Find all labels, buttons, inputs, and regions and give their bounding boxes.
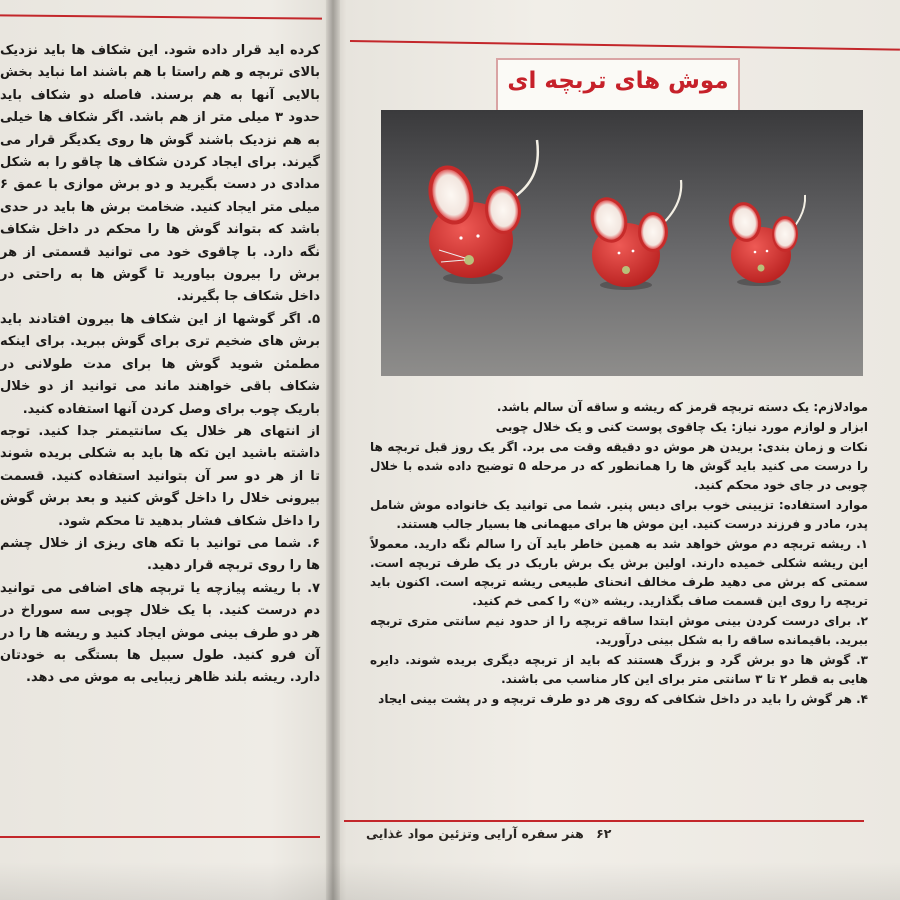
bottom-rule — [0, 836, 320, 838]
page-number: ۶۲ — [596, 826, 612, 841]
paragraph: نکات و زمان بندی: بریدن هر موش دو دقیقه وقت می برد. اگر یک روز قبل تربچه ها را درست می کنید باید گوش ها را همانطور که در مرحله ۵ توضیح داده شده با خلال چوبی در جای خود محکم کنید. — [370, 440, 868, 492]
radish-mice-photo — [381, 110, 863, 376]
left-text-column — [0, 40, 320, 690]
page-title: موش های تربچه ای — [507, 68, 729, 94]
paragraph: ۵. اگر گوشها از این شکاف ها بیرون افتادند باید برش های ضخیم تری برای گوش ببرید. برای اینکه مطمئن شوید گوش ها برای مدت طولانی در شکاف باقی خواهند ماند می توانید از دو خلال باریک چوب برای وصل کردن آنها استفاده کنید. — [0, 311, 320, 417]
paragraph: ۶. شما می توانید با تکه های ریزی از خلال چشم ها را روی تربچه قرار دهید. — [0, 535, 320, 574]
book-title: هنر سفره آرایی وتزئین مواد غذایی — [366, 826, 584, 841]
paragraph: موادلازم: یک دسته تربچه قرمز که ریشه و ساقه آن سالم باشد. — [496, 400, 868, 414]
paragraph: ۷. با ریشه پیازچه یا تربچه های اضافی می توانید دم درست کنید. با یک خلال چوبی سه سوراخ در هر دو طرف بینی موش ایجاد کنید و ریشه ها را در آن فرو کنید. طول سبیل ها بستگی به خودتان دارد. ریشه بلند ظاهر زیبایی به موش می دهد. — [0, 580, 320, 686]
right-page — [336, 0, 900, 900]
paragraph: از انتهای هر خلال یک سانتیمتر جدا کنید. توجه داشته باشید این تکه ها باید به شکلی بریده شوند تا از هر دو سر آن بتوانید استفاده کنید. قسمت بیرونی خلال را داخل گوش کنید و بعد برش گوش را داخل شکاف فشار بدهید تا محکم شود. — [0, 423, 320, 529]
top-rule — [350, 40, 900, 51]
paragraph: ۲. برای درست کردن بینی موش ابتدا ساقه تربچه را از حدود نیم سانتی متری تربچه ببرید. باقیمانده ساقه را به شکل بینی درآورید. — [370, 614, 868, 647]
page-shadow — [0, 862, 900, 900]
left-page — [0, 0, 330, 900]
paragraph: ۳. گوش ها دو برش گرد و بزرگ هستند که باید از تربچه دیگری بریده شوند. دایره هایی به قطر ۲ تا ۳ سانتی متر برای این کار مناسب می باشند. — [370, 653, 868, 686]
paragraph: ۴. هر گوش را باید در داخل شکافی که روی هر دو طرف تربچه و در پشت بینی ایجاد — [378, 692, 868, 706]
page-footer — [366, 826, 656, 841]
paragraph: ۱. ریشه تربچه دم موش خواهد شد به همین خاطر باید آن را سالم نگه دارید. معمولاً این ریشه شکلی خمیده دارند. اولین برش یک برش باریک در یک طرف تربچه است. سمتی که برش می دهید طرف مخالف انحنای طبیعی ریشه تربچه است. اکنون باید تربچه را روی این قسمت صاف بگذارید. ریشه «ن» را کمی خم کنید. — [370, 537, 868, 608]
right-text-column — [370, 398, 868, 710]
bottom-rule — [344, 820, 864, 822]
paragraph: ابزار و لوازم مورد نیاز: یک چاقوی پوست کنی و یک خلال چوبی — [495, 420, 868, 434]
paragraph: کرده اید قرار داده شود. این شکاف ها باید نزدیک بالای تربچه و هم راستا با هم باشند اما نباید بخش بالایی آنها به هم برسند. فاصله دو شکاف باید حدود ۳ میلی متر از هم باشد. اگر شکاف ها خیلی به هم نزدیک باشند گوش ها روی یکدیگر قرار می گیرند. برای ایجاد کردن شکاف ها چاقو را به شکل مدادی در دست بگیرید و دو برش موازی با عمق ۶ میلی متر ایجاد کنید. ضخامت برش ها باید در حدی باشد که بتواند گوش ها را محکم در داخل شکاف نگه دارد. با چاقوی خود می توانید قسمتی از هر برش را بیرون بیاورید تا گوش ها به راحتی در داخل شکاف جا بگیرند. — [0, 43, 321, 305]
paragraph: موارد استفاده: تزیینی خوب برای دیس پنیر. شما می توانید یک خانواده موش شامل پدر، مادر و فرزند درست کنید. این موش ها برای میهمانی ها بسیار جالب هستند. — [370, 498, 868, 531]
top-rule — [0, 14, 322, 19]
